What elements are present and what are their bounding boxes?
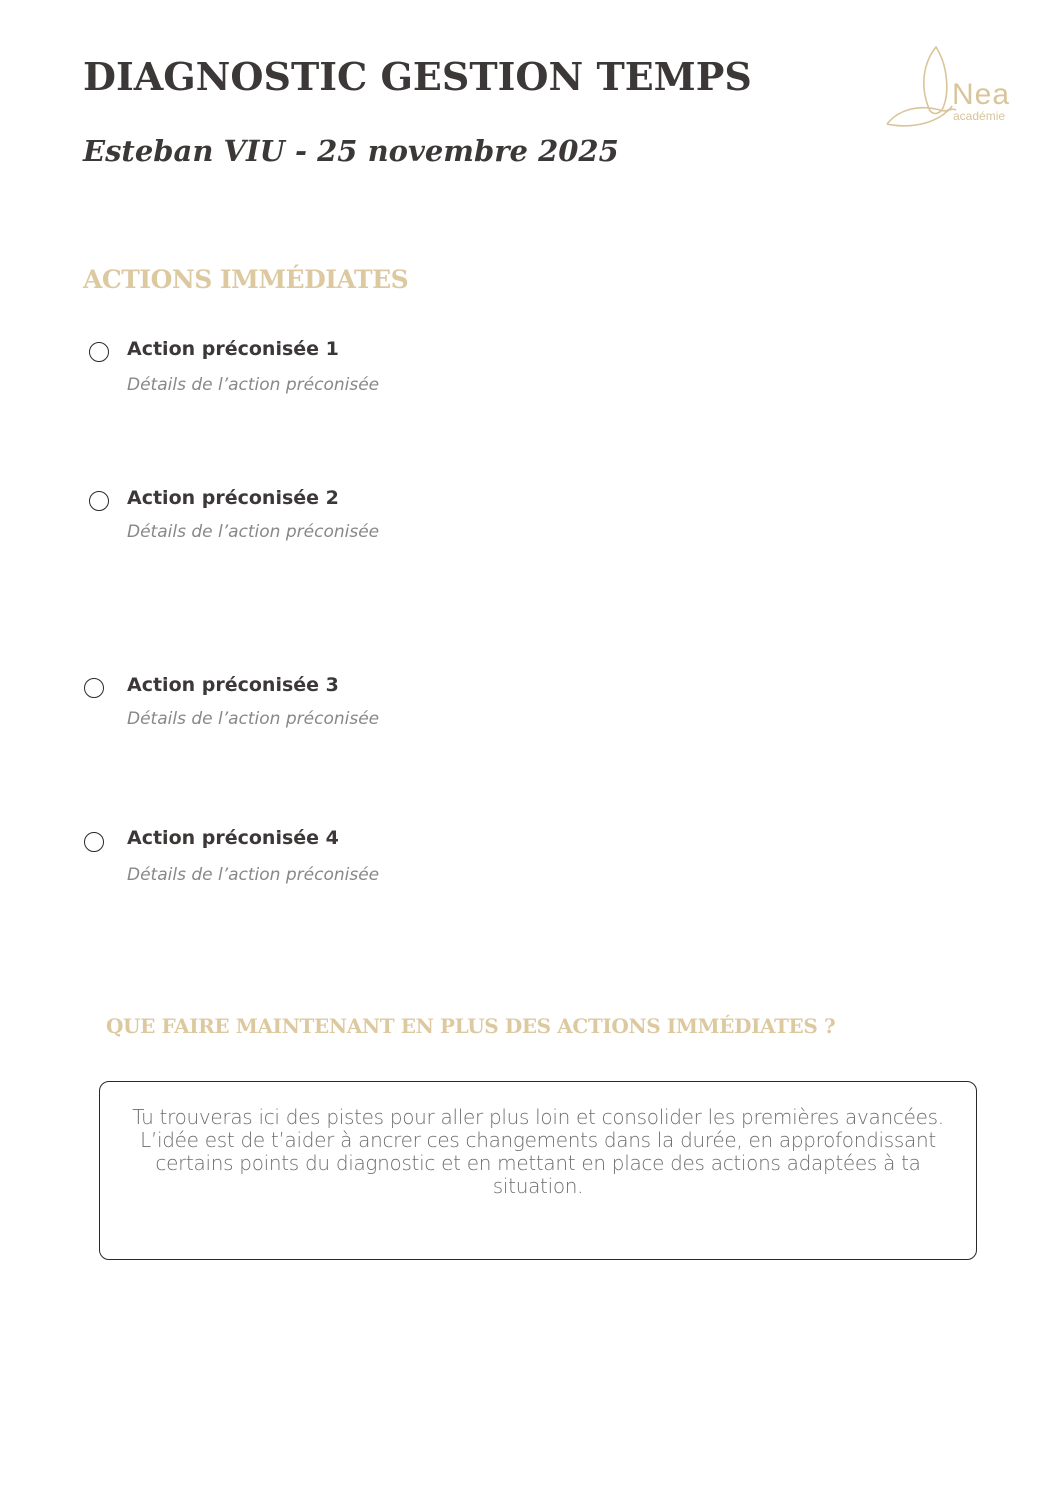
action-checkbox-1[interactable]: [89, 342, 109, 362]
immediate-actions-title: ACTIONS IMMÉDIATES: [83, 265, 409, 294]
page-subtitle: Esteban VIU - 25 novembre 2025: [83, 134, 619, 168]
action-label-3: Action préconisée 3: [127, 674, 339, 696]
action-item-2: [0, 484, 700, 554]
action-label-1: Action préconisée 1: [127, 338, 339, 360]
action-item-4: [0, 824, 700, 894]
action-detail-3: Détails de l’action préconisée: [127, 709, 380, 729]
action-detail-4: Détails de l’action préconisée: [127, 865, 380, 885]
action-checkbox-4[interactable]: [84, 832, 104, 852]
action-item-1: [0, 335, 700, 405]
logo-subtitle: académie: [953, 109, 1006, 123]
action-item-3: [0, 671, 700, 741]
next-steps-text: Tu trouveras ici des pistes pour aller plus loin et consolider les premières avancées. L’idée est de t’aider à ancrer ces changements dans la durée, en approfondissant certains points du diagnostic et en mettant en place des actions adaptées à ta situation.: [132, 1105, 944, 1198]
action-checkbox-2[interactable]: [89, 491, 109, 511]
brand-logo: [884, 44, 1024, 130]
next-steps-box: [99, 1081, 977, 1260]
next-steps-title: QUE FAIRE MAINTENANT EN PLUS DES ACTIONS IMMÉDIATES ?: [106, 1014, 836, 1038]
logo-name: Nea: [952, 78, 1011, 111]
action-detail-1: Détails de l’action préconisée: [127, 375, 380, 395]
action-checkbox-3[interactable]: [84, 678, 104, 698]
action-label-4: Action préconisée 4: [127, 827, 339, 849]
action-label-2: Action préconisée 2: [127, 487, 339, 509]
page-title: DIAGNOSTIC GESTION TEMPS: [83, 54, 752, 99]
action-detail-2: Détails de l’action préconisée: [127, 522, 380, 542]
